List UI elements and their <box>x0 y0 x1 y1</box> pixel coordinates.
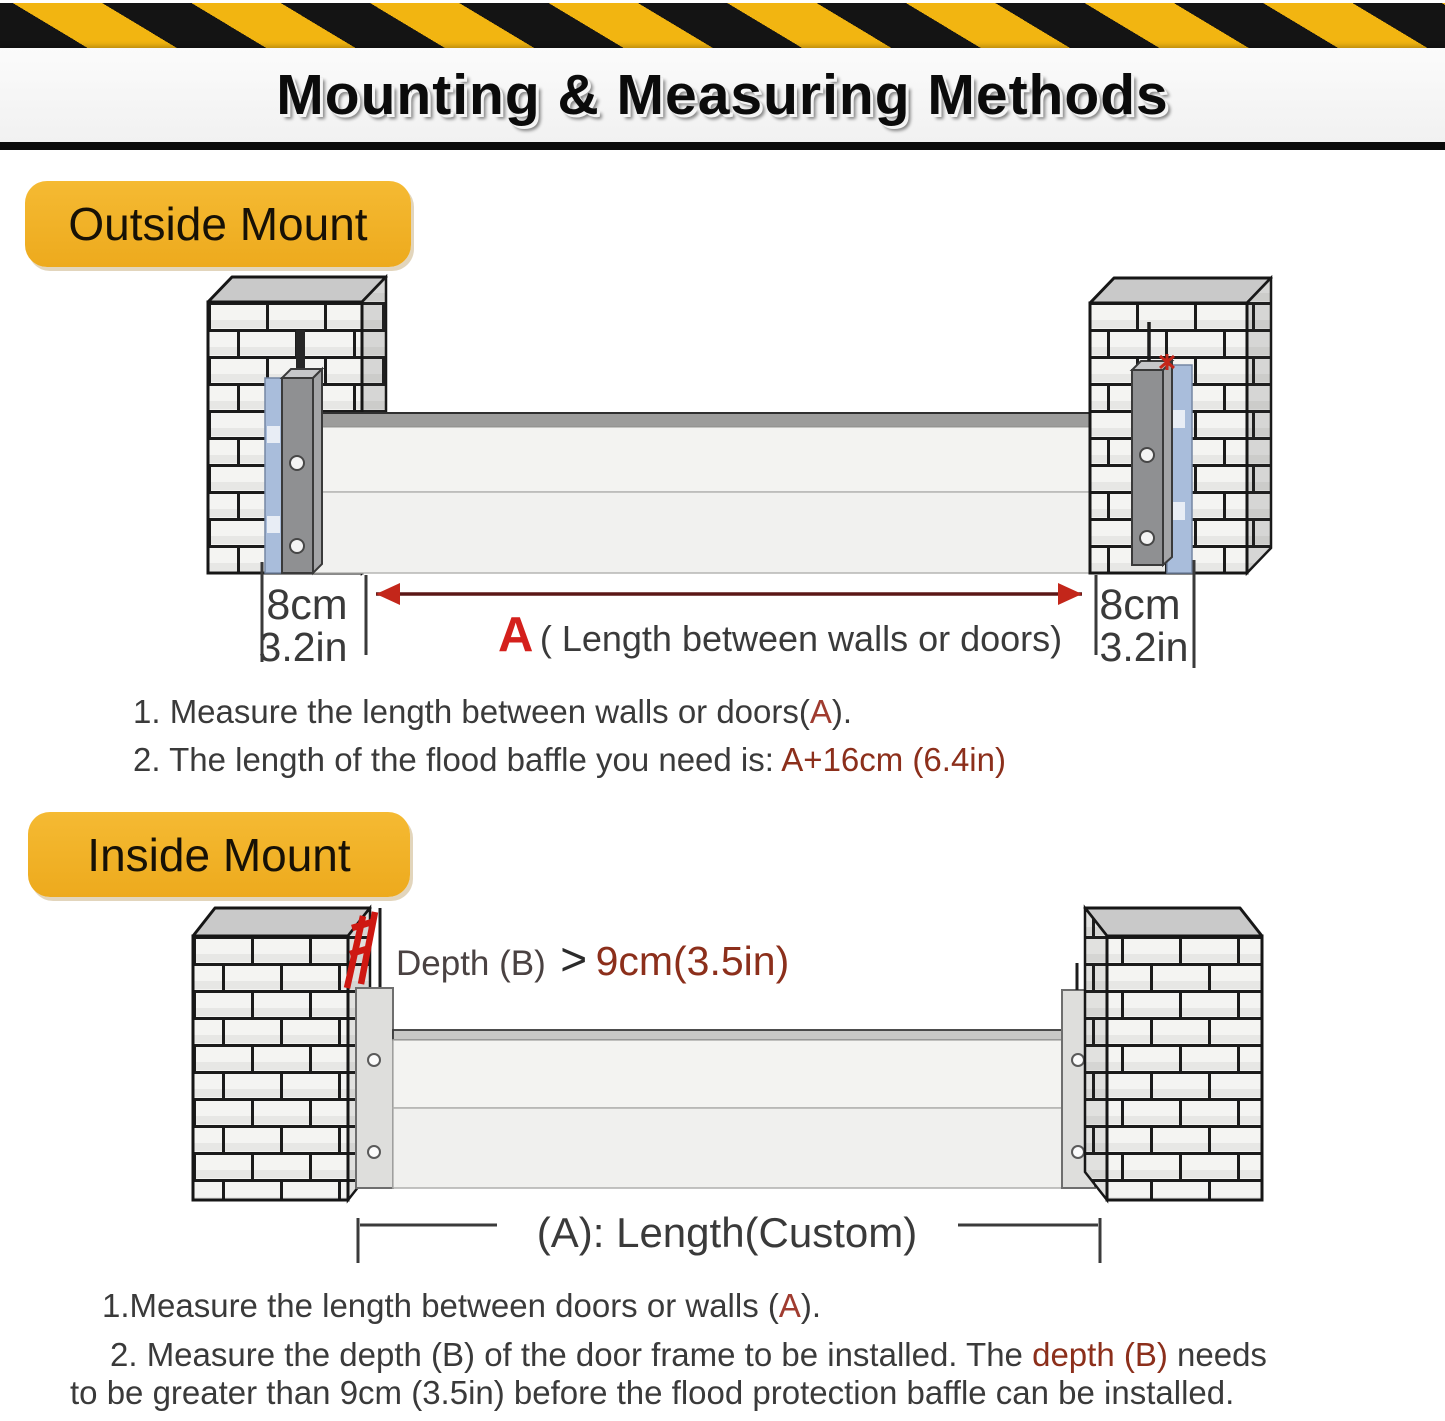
length-a-label <box>498 608 1062 662</box>
outside-barrier <box>313 413 1140 573</box>
depth-label-gt: > <box>560 933 588 985</box>
depth-label-text: Depth (B) <box>396 944 546 983</box>
barrier-top-edge <box>393 1030 1062 1040</box>
inside-mount-diagram <box>0 895 1445 1340</box>
screw-hole <box>1140 448 1154 462</box>
outside-step-2 <box>133 741 1006 779</box>
arrow-head-right <box>1058 583 1082 605</box>
screw-hole <box>368 1054 380 1066</box>
length-a-text: ( Length between walls or doors) <box>539 618 1063 659</box>
inside-step-1-text: 1.Measure the length between doors or walls ( <box>102 1287 779 1324</box>
inside-mount-badge <box>28 812 410 897</box>
outside-mount-badge-label: Outside Mount <box>68 198 368 250</box>
inside-length-label: (A): Length(Custom) <box>536 1209 918 1256</box>
inside-step-2-line1 <box>110 1336 1267 1374</box>
screw-hole <box>1072 1146 1084 1158</box>
inside-step-2-continued: to be greater than 9cm (3.5in) before the flood protection baffle can be installed. <box>70 1374 1235 1411</box>
screw-hole <box>1072 1054 1084 1066</box>
outside-mount-badge <box>25 181 411 267</box>
page-title: Mounting & Measuring Methods <box>276 63 1169 127</box>
title-band <box>0 48 1445 142</box>
inside-mount-badge-label: Inside Mount <box>87 828 351 881</box>
barrier-upper-panel <box>313 427 1140 492</box>
inside-step-2-line2 <box>70 1374 1234 1412</box>
hazard-stripes-banner <box>0 3 1445 49</box>
screw-hole <box>290 539 304 553</box>
barrier-upper-panel <box>393 1040 1062 1108</box>
depth-label <box>396 933 789 985</box>
outside-mount-diagram <box>0 270 1445 670</box>
screw-hole <box>290 456 304 470</box>
inside-right-pillar <box>1085 908 1262 1200</box>
barrier-top-edge <box>313 413 1140 427</box>
outside-left-seal-strip <box>265 378 283 573</box>
outside-right-channel <box>1132 361 1172 565</box>
outside-step-1-a: A <box>809 693 832 730</box>
outside-step-1-text: 1. Measure the length between walls or doors( <box>133 693 810 730</box>
header-divider <box>0 142 1445 150</box>
inside-left-channel <box>356 988 393 1188</box>
length-a-letter: A <box>498 608 534 662</box>
right-gap-cm-label: 8cm <box>1099 581 1181 629</box>
inside-barrier <box>393 1030 1062 1188</box>
depth-label-value: 9cm(3.5in) <box>595 938 790 984</box>
inside-step-2-end: needs <box>1167 1336 1267 1373</box>
arrow-head-left <box>376 583 400 605</box>
barrier-lower-panel <box>393 1108 1062 1188</box>
barrier-lower-panel <box>313 492 1140 573</box>
outside-step-2-text: 2. The length of the flood baffle you need is: <box>133 741 782 778</box>
inside-step-1-end: ). <box>800 1287 822 1324</box>
outside-step-1 <box>133 693 852 731</box>
screw-hole <box>1140 531 1154 545</box>
inside-step-2-depth: depth (B) <box>1032 1336 1168 1373</box>
inside-left-pillar <box>193 908 370 1200</box>
screw-hole <box>368 1146 380 1158</box>
right-gap-in-label: 3.2in <box>1099 624 1189 670</box>
outside-step-2-formula: A+16cm (6.4in) <box>781 741 1006 778</box>
left-gap-in-label: 3.2in <box>258 624 348 670</box>
outside-step-1-end: ). <box>831 693 853 730</box>
inside-step-2-text: 2. Measure the depth (B) of the door frame to be installed. The <box>110 1336 1033 1373</box>
left-gap-cm-label: 8cm <box>266 581 348 629</box>
inside-step-1-a: A <box>778 1287 801 1324</box>
outside-left-channel <box>282 369 322 573</box>
inside-step-1 <box>102 1287 821 1325</box>
